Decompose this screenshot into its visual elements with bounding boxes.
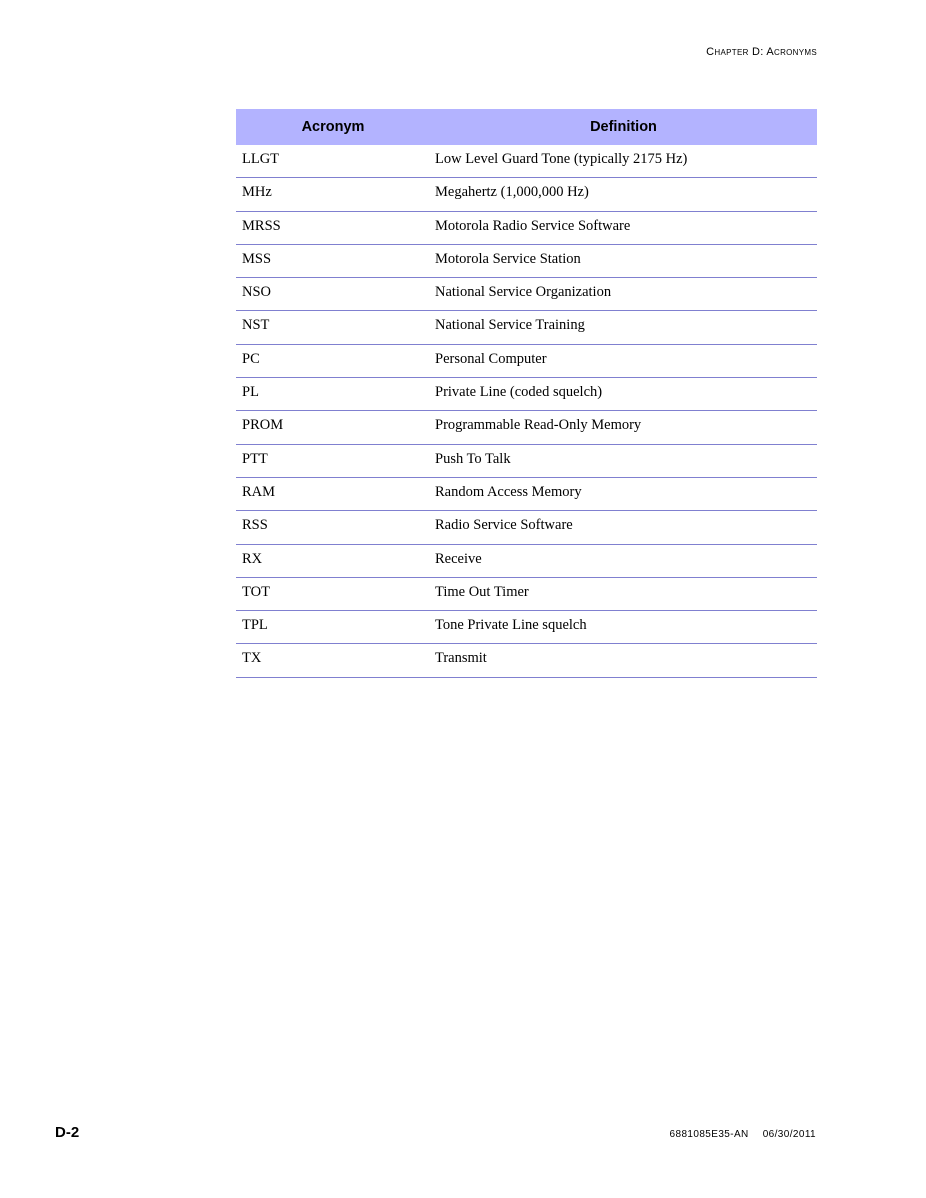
acronym-cell: NSO — [242, 284, 272, 301]
acronym-cell: RAM — [242, 483, 276, 500]
acronym-cell: MHz — [242, 184, 272, 201]
acronym-cell: MRSS — [242, 217, 281, 234]
acronym-cell: TOT — [242, 583, 270, 600]
page-number: D-2 — [55, 1124, 80, 1141]
table-body — [236, 145, 817, 678]
definition-cell: Motorola Service Station — [435, 250, 581, 267]
table-row — [236, 478, 817, 511]
acronym-cell: TX — [242, 650, 262, 667]
acronym-cell: LLGT — [242, 151, 280, 167]
column-header-acronym: Acronym — [301, 119, 365, 135]
acronym-cell: PL — [242, 384, 259, 401]
definition-cell: National Service Training — [435, 317, 585, 334]
definition-cell: Time Out Timer — [435, 583, 529, 600]
table-row — [236, 278, 817, 311]
acronym-cell: RX — [242, 550, 263, 567]
definition-cell: Random Access Memory — [435, 483, 582, 500]
footer-document-info — [670, 1129, 816, 1140]
table-row — [236, 411, 817, 444]
table-row — [236, 345, 817, 378]
table-row — [236, 611, 817, 644]
table-row — [236, 212, 817, 245]
definition-cell: Radio Service Software — [435, 517, 573, 534]
definition-cell: National Service Organization — [435, 284, 612, 301]
definition-cell: Tone Private Line squelch — [435, 617, 587, 634]
table-row — [236, 178, 817, 211]
table-row — [236, 445, 817, 478]
acronym-cell: NST — [242, 317, 270, 334]
column-header-definition: Definition — [590, 119, 657, 135]
acronym-cell: PROM — [242, 417, 284, 434]
acronym-cell: PTT — [242, 450, 268, 467]
definition-cell: Programmable Read-Only Memory — [435, 417, 642, 434]
table-row — [236, 511, 817, 544]
definition-cell: Transmit — [435, 650, 487, 667]
definition-cell: Low Level Guard Tone (typically 2175 Hz) — [435, 151, 688, 167]
document-date: 06/30/2011 — [762, 1129, 816, 1140]
table-row — [236, 245, 817, 278]
acronym-cell: PC — [242, 350, 260, 367]
document-number: 6881085E35-AN — [669, 1129, 749, 1140]
definition-cell: Megahertz (1,000,000 Hz) — [435, 184, 589, 201]
running-header-title: Chapter D: Acronyms — [706, 46, 817, 58]
table-row — [236, 578, 817, 611]
definition-cell: Motorola Radio Service Software — [435, 217, 631, 234]
definition-cell: Push To Talk — [435, 450, 511, 467]
table-row — [236, 644, 817, 677]
acronym-cell: TPL — [242, 617, 268, 634]
table-row — [236, 311, 817, 344]
acronym-cell: RSS — [242, 517, 268, 534]
table-row — [236, 145, 817, 178]
definition-cell: Receive — [435, 550, 482, 567]
table-row — [236, 545, 817, 578]
table-row — [236, 378, 817, 411]
acronym-table — [236, 109, 817, 678]
acronym-cell: MSS — [242, 250, 272, 267]
table-header-row — [236, 109, 817, 145]
definition-cell: Private Line (coded squelch) — [435, 384, 603, 401]
definition-cell: Personal Computer — [435, 350, 547, 367]
